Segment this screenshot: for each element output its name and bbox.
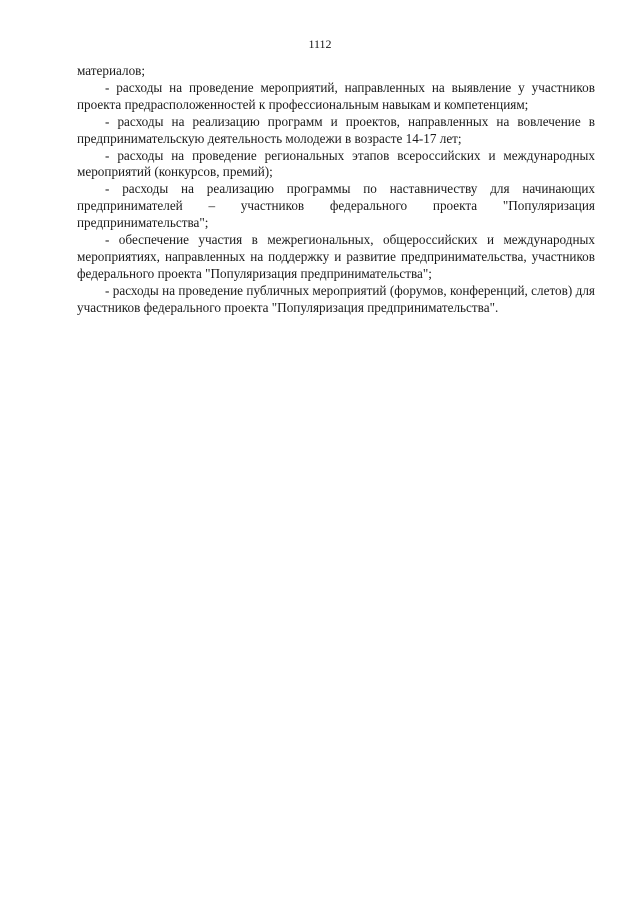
paragraph-regional-stages: - расходы на проведение региональных этапов всероссийских и международных мероприятий (конкурсов, премий);: [77, 147, 595, 180]
document-body: [77, 63, 595, 317]
paragraph-participation: - обеспечение участия в межрегиональных, общероссийских и международных мероприятиях, направленных на поддержку и развитие предпринимательства, участников федерального проекта "Популяризация предпринимательства";: [77, 232, 595, 281]
page-number: 1112: [308, 37, 332, 51]
paragraph-materials-continuation: материалов;: [77, 63, 146, 78]
paragraph-youth-programs: - расходы на реализацию программ и проектов, направленных на вовлечение в предпринимательскую деятельность молодежи в возрасте 14-17 лет;: [77, 113, 595, 146]
paragraph-aptitude-events: - расходы на проведение мероприятий, направленных на выявление у участников проекта предрасположенностей к профессиональным навыкам и компетенциям;: [77, 79, 595, 112]
paragraph-mentorship: - расходы на реализацию программы по наставничеству для начинающих предпринимателей – участников федерального проекта "Популяризация предпринимательства";: [77, 181, 595, 231]
paragraph-public-events: - расходы на проведение публичных мероприятий (форумов, конференций, слетов) для участников федерального проекта "Популяризация предпринимательства".: [77, 282, 595, 315]
